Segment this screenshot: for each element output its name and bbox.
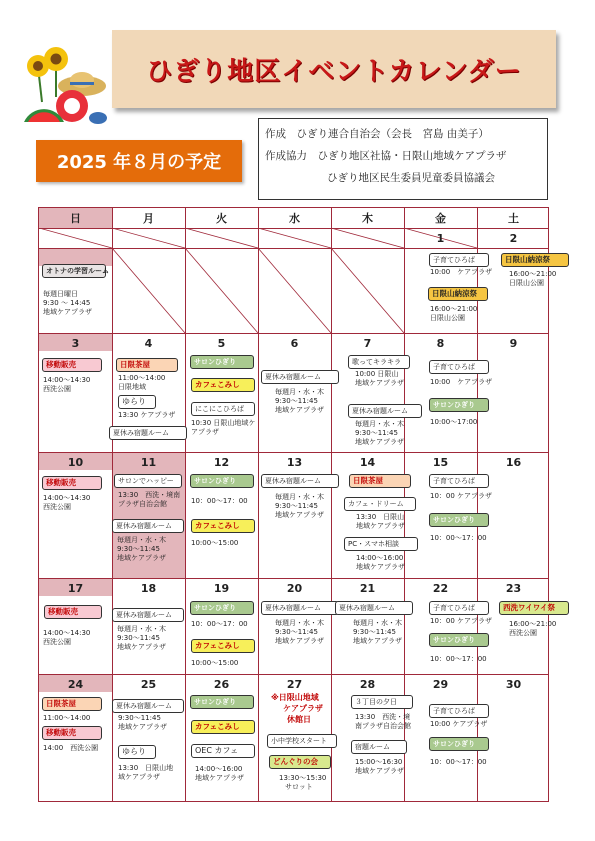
event-text: 西洗公園 (43, 638, 71, 646)
event-text: アプラザ (191, 428, 219, 436)
event-text: 16:00～21:00 (430, 305, 478, 313)
event-tag: 夏休み宿題ルーム (109, 426, 187, 440)
day-number: 15 (432, 456, 449, 469)
event-text: 10:00 ケアプラザ (430, 378, 493, 386)
event-text: 地域ケアプラザ (355, 438, 404, 446)
closure-notice: ※日限山地域 (271, 693, 319, 702)
title-text: ひぎり地区イベントカレンダー (146, 56, 522, 87)
event-text: 毎週月・水・木 (353, 619, 402, 627)
event-text: 14:00 西洗公園 (43, 744, 99, 752)
event-text: 地域ケアプラザ (353, 637, 402, 645)
event-text: 地域ケアプラザ (356, 522, 405, 530)
event-tag: 移動販売 (44, 605, 102, 619)
event-tag: 夏休み宿題ルーム (261, 601, 339, 615)
event-tag: 夏休み宿題ルーム (112, 608, 184, 622)
event-text: プラザ自治会館 (118, 500, 167, 508)
event-text: 日限山公園 (430, 314, 465, 322)
event-tag: サロンひぎり (190, 474, 254, 488)
event-tag: 移動販売 (42, 726, 102, 740)
event-tag: 子育てひろば (429, 601, 489, 615)
weekday-fri: 金 (435, 212, 446, 225)
event-tag: 夏休み宿題ルーム (112, 519, 184, 533)
day-number: 28 (359, 678, 376, 691)
event-tag: カフェこみし (191, 639, 255, 653)
credits-box (258, 118, 548, 200)
event-tag: 夏休み宿題ルーム (112, 699, 184, 713)
event-tag: 日限茶屋 (42, 697, 102, 711)
event-text: 10：00～17：00 (191, 620, 248, 628)
event-text: 10：00～17：00 (430, 655, 487, 663)
event-text: 9:30～11:45 (275, 397, 318, 405)
weekday-wed: 水 (289, 212, 300, 225)
month-banner: 2025 年８月の予定 (36, 140, 242, 182)
event-text: 毎週月・水・木 (117, 536, 166, 544)
day-number: 6 (290, 337, 299, 350)
day-number: 13 (286, 456, 303, 469)
weekday-mon: 月 (143, 212, 154, 225)
day-number: 1 (436, 232, 445, 245)
event-tag: 子育てひろば (429, 253, 489, 267)
day-number: 9 (509, 337, 518, 350)
event-text: 南プラザ自治会館 (355, 722, 411, 730)
event-tag: PC・スマホ相談 (344, 537, 418, 551)
event-text: 10:30 日限山地域ケ (191, 419, 256, 427)
event-text: 14:00～14:30 (43, 494, 91, 502)
day-number: 17 (67, 582, 84, 595)
day-number: 27 (286, 678, 303, 691)
event-text: 西洗公園 (43, 385, 71, 393)
event-tag: 夏休み宿題ルーム (261, 370, 339, 384)
event-text: 9:30～11:45 (275, 502, 318, 510)
event-tag: カフェ・ドリーム (344, 497, 416, 511)
day-number: 25 (140, 678, 157, 691)
event-tag: 子育てひろば (429, 360, 489, 374)
day-number: 23 (505, 582, 522, 595)
event-text: 9:30～11:45 (355, 429, 398, 437)
event-tag: 宿題ルーム (351, 740, 407, 754)
event-text: 15:00～16:30 (355, 758, 403, 766)
event-tag: カフェこみし (191, 378, 255, 392)
event-text: 13:30～15:30 (279, 774, 327, 782)
event-text: 毎週日曜日 (43, 290, 78, 298)
event-tag: カフェこみし (191, 519, 255, 533)
event-tag: 日限茶屋 (349, 474, 411, 488)
closure-notice: ケアプラザ (283, 704, 323, 713)
event-text: 毎週月・水・木 (117, 625, 166, 633)
day-number: 21 (359, 582, 376, 595)
event-text: 地域ケアプラザ (195, 774, 244, 782)
event-tag: サロンひぎり (429, 398, 489, 412)
event-text: 10:00 ケアプラザ (430, 720, 488, 728)
event-text: 地域ケアプラザ (275, 637, 324, 645)
calendar-grid (38, 207, 557, 802)
event-tag: ゆらり (118, 745, 156, 759)
event-tag: 西洗ワイワイ祭 (499, 601, 569, 615)
event-text: 西洗公園 (509, 629, 537, 637)
author-line: 作成 ひぎり連合自治会（会長 宮島 由美子） (265, 128, 489, 140)
event-text: 10:00～17:00 (430, 418, 478, 426)
event-tag: 歌ってキラキラ (348, 355, 410, 369)
weekday-sun: 日 (70, 212, 81, 225)
event-text: 11:00～14:00 (43, 714, 91, 722)
closure-notice: 休館日 (287, 715, 311, 724)
event-text: 毎週月・水・木 (275, 493, 324, 501)
event-text: 10：00～17：00 (430, 758, 487, 766)
day-number: 3 (71, 337, 80, 350)
event-text: 毎週月・水・木 (275, 619, 324, 627)
event-text: 毎週月・水・木 (355, 420, 404, 428)
event-tag: 日限山納涼祭 (501, 253, 569, 267)
event-tag: オトナの学習ルーム (42, 264, 106, 278)
event-text: 地域ケアプラザ (117, 643, 166, 651)
event-text: 地域ケアプラザ (355, 767, 404, 775)
day-number: 16 (505, 456, 522, 469)
event-text: サロット (285, 783, 313, 791)
event-tag: 移動販売 (42, 476, 102, 490)
event-text: 16:00～21:00 (509, 270, 557, 278)
event-text: 10：00～17：00 (191, 497, 248, 505)
event-text: 13:30 日限山地 (118, 764, 174, 772)
event-text: 地域ケアプラザ (356, 563, 405, 571)
event-text: 地域ケアプラザ (43, 308, 92, 316)
event-text: 13:30 日限山 (356, 513, 405, 521)
weekday-sat: 土 (508, 212, 519, 225)
event-text: 9:30～11:45 (117, 634, 160, 642)
event-text: 13:30 西洗・境南 (118, 491, 181, 499)
day-number: 19 (213, 582, 230, 595)
event-text: 毎週月・水・木 (275, 388, 324, 396)
event-tag: サロンひぎり (190, 695, 254, 709)
event-text: 地域ケアプラザ (275, 406, 324, 414)
event-tag: 子育てひろば (429, 704, 489, 718)
day-number: 14 (359, 456, 376, 469)
event-text: 10:00 ケアプラザ (430, 268, 493, 276)
event-text: 地域ケアプラザ (118, 723, 167, 731)
event-text: 域ケアプラザ (118, 773, 160, 781)
event-text: 10：00 ケアプラザ (430, 492, 493, 500)
coop-line-2: ひぎり地区民生委員児童委員協議会 (327, 172, 495, 184)
event-text: 14:00～14:30 (43, 629, 91, 637)
event-text: 10：00 ケアプラザ (430, 617, 493, 625)
day-number: 11 (140, 456, 157, 469)
day-number: 20 (286, 582, 303, 595)
sunflower-watermelon-hat-icon (20, 42, 110, 130)
day-number: 4 (144, 337, 153, 350)
event-text: 14:00～16:00 (356, 554, 404, 562)
event-tag: 子育てひろば (429, 474, 489, 488)
day-number: 24 (67, 678, 84, 691)
weekday-thu: 木 (362, 212, 373, 225)
event-text: 地域ケアプラザ (117, 554, 166, 562)
event-tag: サロンひぎり (190, 601, 254, 615)
event-text: 11:00～14:00 (118, 374, 166, 382)
event-text: 9:30 ～ 14:45 (43, 299, 91, 307)
day-number: 7 (363, 337, 372, 350)
day-number: 22 (432, 582, 449, 595)
day-number: 5 (217, 337, 226, 350)
day-number: 10 (67, 456, 84, 469)
weekday-tue: 火 (216, 212, 227, 225)
event-text: 9:30～11:45 (353, 628, 396, 636)
event-text: 13:30 西洗・境 (355, 713, 411, 721)
event-text: 10:00～15:00 (191, 539, 239, 547)
day-number: 12 (213, 456, 230, 469)
event-text: 日限山公園 (509, 279, 544, 287)
event-tag: サロンひぎり (429, 513, 489, 527)
day-number: 18 (140, 582, 157, 595)
event-text: 9:30～11:45 (117, 545, 160, 553)
event-text: 日限地域 (118, 383, 146, 391)
event-tag: 小中学校スタート (267, 734, 337, 748)
event-tag: OEC カフェ (191, 744, 255, 758)
event-tag: サロンひぎり (190, 355, 254, 369)
event-tag: にこにこひろば (191, 402, 255, 416)
event-tag: どんぐりの会 (269, 755, 331, 769)
event-text: 10：00～17：00 (430, 534, 487, 542)
event-text: 13:30 ケアプラザ (118, 411, 176, 419)
event-text: 10:00～15:00 (191, 659, 239, 667)
event-text: 16:00～21:00 (509, 620, 557, 628)
event-text: 地域ケアプラザ (275, 511, 324, 519)
event-tag: 夏休み宿題ルーム (261, 474, 339, 488)
event-text: 14:00～16:00 (195, 765, 243, 773)
event-text: 9:30～11:45 (118, 714, 161, 722)
page-title (112, 30, 556, 108)
event-text: 地域ケアプラザ (355, 379, 404, 387)
day-number: 2 (509, 232, 518, 245)
day-number: 29 (432, 678, 449, 691)
event-text: 9:30～11:45 (275, 628, 318, 636)
event-tag: 夏休み宿題ルーム (348, 404, 422, 418)
event-tag: サロンでハッピー (114, 474, 182, 488)
event-tag: サロンひぎり (429, 737, 489, 751)
event-tag: 日限茶屋 (116, 358, 178, 372)
event-tag: サロンひぎり (429, 633, 489, 647)
event-tag: ３丁目の夕日 (351, 695, 413, 709)
event-tag: カフェこみし (191, 720, 255, 734)
event-text: 14:00～14:30 (43, 376, 91, 384)
event-tag: 日限山納涼祭 (428, 287, 488, 301)
event-tag: 夏休み宿題ルーム (335, 601, 413, 615)
coop-line-1: 作成協力 ひぎり地区社協・日限山地域ケアプラザ (265, 150, 507, 162)
day-number: 8 (436, 337, 445, 350)
event-tag: ゆらり (118, 395, 156, 409)
event-tag: 移動販売 (42, 358, 102, 372)
event-text: 西洗公園 (43, 503, 71, 511)
event-text: 10:00 日限山 (355, 370, 399, 378)
day-number: 30 (505, 678, 522, 691)
day-number: 26 (213, 678, 230, 691)
